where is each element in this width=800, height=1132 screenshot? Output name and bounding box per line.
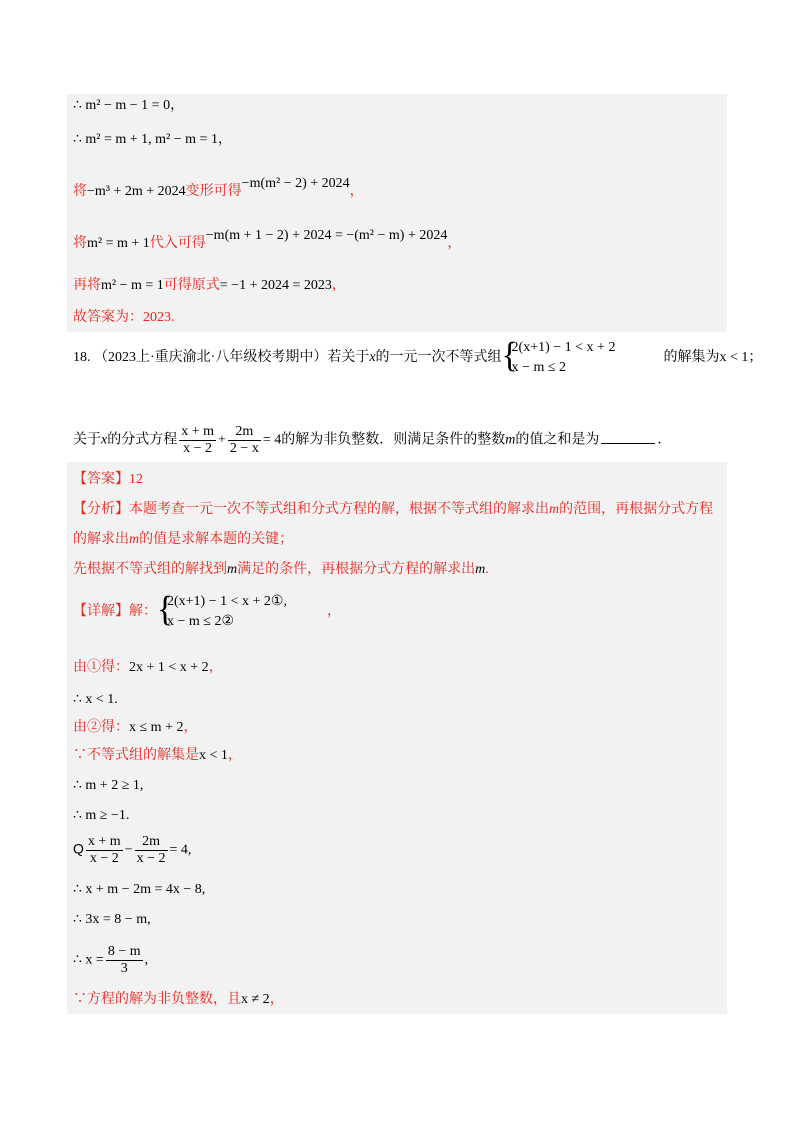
fraction: $\frac{8 - m}{3}$ — [107, 944, 141, 976]
detail-line: 【详解】解： { 2(x+1) − 1 < x + 2①, x − m ≤ 2② ， — [73, 592, 341, 632]
brace-glyph: { — [157, 590, 174, 629]
fraction: $\frac{2m}{x - 2}$ — [136, 834, 166, 866]
question-source: （2023上·重庆渝北·八年级校考期中） — [94, 350, 328, 366]
detail-system: { 2(x+1) − 1 < x + 2①, x − m ≤ 2② — [157, 590, 287, 629]
step-line: 将m² = m + 1代入可得−m(m + 1 − 2) + 2024 = −(m² − m) + 2024， — [73, 228, 462, 251]
step-line: ∵不等式组的解集是x < 1， — [73, 748, 242, 763]
question-number: 18. — [73, 350, 91, 366]
final-answer-line: 故答案为：2023. — [73, 310, 175, 325]
analysis-line-1: 【分析】本题考查一元一次不等式组和分式方程的解，根据不等式组的解求出m的范围，再根据分式方程 — [73, 502, 714, 517]
analysis-line-2: 的解求出m的值是求解本题的关键； — [73, 532, 294, 547]
brace-glyph: { — [501, 336, 518, 375]
answer-blank — [601, 443, 655, 444]
step-line: ∴ x = $\frac{8 - m}{3}$ , — [73, 944, 149, 976]
step-line: ∴ 3x = 8 − m, — [73, 912, 151, 927]
step-line: ∴ m + 2 ≥ 1, — [73, 778, 144, 793]
step-line: ∴ m² − m − 1 = 0， — [73, 98, 185, 113]
step-line: ∴ m ≥ −1. — [73, 808, 130, 823]
answer-line: 【答案】12 — [73, 472, 143, 487]
step-line: 再将m² − m = 1可得原式= −1 + 2024 = 2023， — [73, 278, 346, 293]
question-line-2: 关于x的分式方程 $\frac{x + m}{x - 2}$ + $\frac{2m}{2 - x}$ = 4的解为非负整数．则满足条件的整数m的值之和是为 ． — [73, 424, 672, 456]
fraction: $\frac{x + m}{x - 2}$ — [181, 424, 215, 456]
step-line: ∴ x + m − 2m = 4x − 8, — [73, 882, 206, 897]
question-line-1: 18. （2023上·重庆渝北·八年级校考期中）若关于x的一元一次不等式组 { 2(x+1) − 1 < x + 2 x − m ≤ 2 的解集为x < 1； — [73, 338, 762, 378]
step-line: ∵方程的解为非负整数，且x ≠ 2， — [73, 992, 284, 1007]
inequality-system: { 2(x+1) − 1 < x + 2 x − m ≤ 2 — [501, 336, 616, 375]
step-line: 由②得：x ≤ m + 2， — [73, 720, 198, 735]
step-line: 将−m³ + 2m + 2024变形可得−m(m² − 2) + 2024， — [73, 176, 364, 199]
fraction: $\frac{2m}{2 - x}$ — [229, 424, 259, 456]
step-line: 由①得：2x + 1 < x + 2， — [73, 660, 223, 675]
step-line: Q $\frac{x + m}{x - 2}$ − $\frac{2m}{x - 2}$ = 4, — [73, 834, 192, 866]
analysis-line-3: 先根据不等式组的解找到m满足的条件，再根据分式方程的解求出m. — [73, 562, 489, 577]
step-line: ∴ x < 1. — [73, 692, 118, 707]
fraction: $\frac{x + m}{x - 2}$ — [87, 834, 121, 866]
step-line: ∴ m² = m + 1, m² − m = 1， — [73, 132, 232, 147]
